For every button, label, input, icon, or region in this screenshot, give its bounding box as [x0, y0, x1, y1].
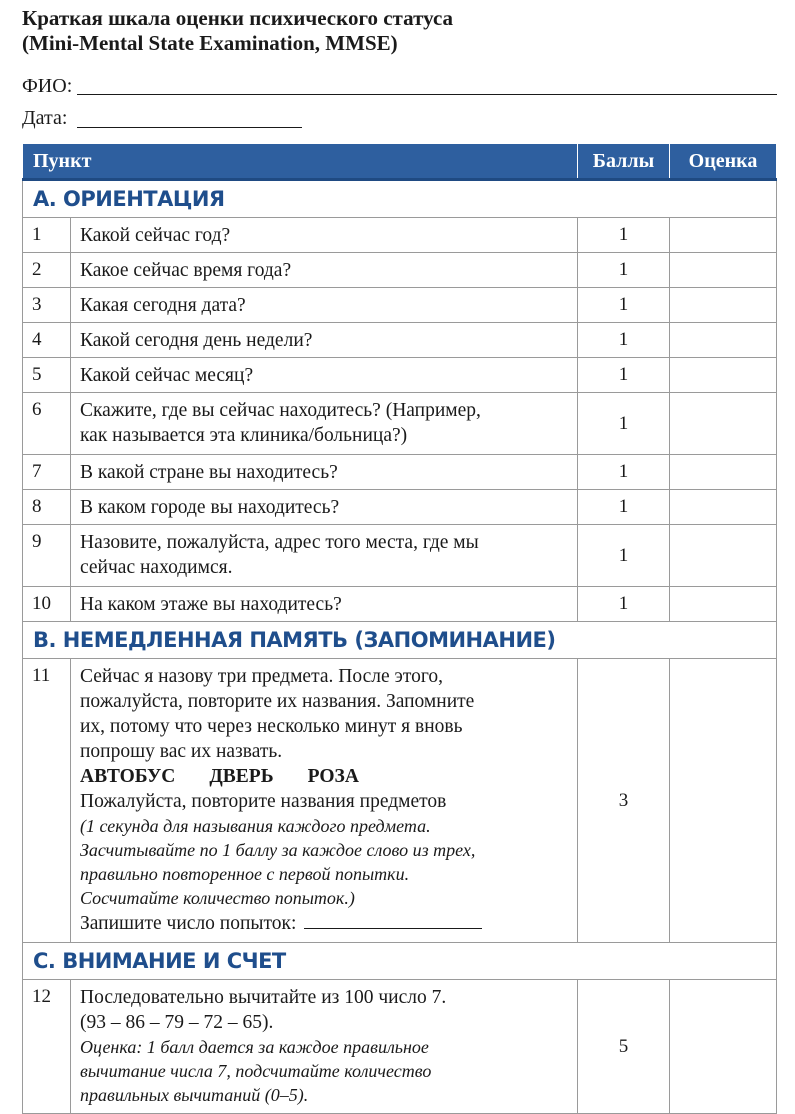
item-points: 1 — [578, 323, 670, 358]
question-line: попрошу вас их назвать. — [80, 741, 283, 762]
score-cell[interactable] — [670, 659, 777, 943]
question-line: пожалуйста, повторите их названия. Запомните — [80, 691, 475, 712]
item-number: 10 — [23, 587, 71, 622]
question-text — [71, 587, 578, 622]
question-line: сейчас находимся. — [80, 557, 233, 578]
score-cell[interactable] — [670, 218, 777, 253]
section-header-memory — [23, 622, 777, 659]
question-line: Какой сейчас месяц? — [80, 365, 254, 386]
question-line: Сейчас я назову три предмета. После этого, — [80, 666, 444, 687]
instruction-note: правильных вычитаний (0–5). — [80, 1085, 309, 1105]
item-points: 1 — [578, 587, 670, 622]
item-number: 1 — [23, 218, 71, 253]
instruction-note: Сосчитайте количество попыток.) — [80, 888, 355, 908]
score-cell[interactable] — [670, 393, 777, 455]
score-cell[interactable] — [670, 525, 777, 587]
attempts-input-line[interactable] — [304, 910, 482, 929]
document-title — [22, 6, 782, 56]
score-cell[interactable] — [670, 323, 777, 358]
instruction-note: правильно повторенное с первой попытки. — [80, 864, 410, 884]
score-cell[interactable] — [670, 980, 777, 1114]
question-line: как называется эта клиника/больница?) — [80, 425, 408, 446]
question-text — [71, 659, 578, 943]
score-cell[interactable] — [670, 490, 777, 525]
mmse-table — [22, 144, 777, 1114]
item-points: 3 — [578, 659, 670, 943]
instruction-note: вычитание числа 7, подсчитайте количество — [80, 1061, 432, 1081]
item-number: 2 — [23, 253, 71, 288]
item-points: 1 — [578, 393, 670, 455]
item-number: 11 — [23, 659, 71, 943]
repeat-instruction: Пожалуйста, повторите названия предметов — [80, 791, 447, 812]
instruction-note: Оценка: 1 балл дается за каждое правильное — [80, 1037, 429, 1057]
item-number: 6 — [23, 393, 71, 455]
fio-field — [22, 74, 72, 98]
score-cell[interactable] — [670, 253, 777, 288]
table-row — [23, 253, 777, 288]
fio-input-line[interactable] — [77, 94, 777, 95]
question-text — [71, 980, 578, 1114]
attempts-row — [80, 910, 567, 936]
question-line: Какой сейчас год? — [80, 225, 231, 246]
column-header-item: Пункт — [23, 144, 578, 180]
score-cell[interactable] — [670, 587, 777, 622]
item-points: 1 — [578, 288, 670, 323]
question-line: их, потому что через несколько минут я вновь — [80, 716, 463, 737]
item-number: 9 — [23, 525, 71, 587]
title-line-2: (Mini-Mental State Examination, MMSE) — [22, 31, 398, 55]
question-line: На каком этаже вы находитесь? — [80, 594, 342, 615]
question-text — [71, 288, 578, 323]
table-row — [23, 455, 777, 490]
date-input-line[interactable] — [77, 127, 302, 128]
question-text — [71, 490, 578, 525]
question-line: Последовательно вычитайте из 100 число 7. — [80, 987, 447, 1008]
memory-word: РОЗА — [307, 766, 359, 787]
instruction-note: (1 секунда для называния каждого предмета. — [80, 816, 431, 836]
question-line: В какой стране вы находитесь? — [80, 462, 338, 483]
question-line: Назовите, пожалуйста, адрес того места, где мы — [80, 532, 479, 553]
question-text — [71, 455, 578, 490]
title-line-1: Краткая шкала оценки психического статуса — [22, 6, 454, 30]
score-cell[interactable] — [670, 358, 777, 393]
question-line: Какое сейчас время года? — [80, 260, 292, 281]
item-number: 3 — [23, 288, 71, 323]
column-header-score: Оценка — [670, 144, 777, 180]
table-row — [23, 218, 777, 253]
section-title: А. ОРИЕНТАЦИЯ — [23, 180, 777, 218]
item-points: 1 — [578, 253, 670, 288]
memory-word: ДВЕРЬ — [209, 766, 274, 787]
item-points: 1 — [578, 490, 670, 525]
section-title: В. НЕМЕДЛЕННАЯ ПАМЯТЬ (ЗАПОМИНАНИЕ) — [23, 622, 777, 659]
table-row — [23, 393, 777, 455]
section-header-orientation — [23, 180, 777, 218]
table-row — [23, 323, 777, 358]
date-label: Дата: — [22, 107, 68, 129]
table-row — [23, 659, 777, 943]
item-points: 1 — [578, 218, 670, 253]
question-line: Скажите, где вы сейчас находитесь? (Например, — [80, 400, 481, 421]
item-points: 1 — [578, 358, 670, 393]
question-line: Какая сегодня дата? — [80, 295, 246, 316]
table-row — [23, 490, 777, 525]
section-header-attention — [23, 943, 777, 980]
date-field — [22, 106, 67, 130]
section-title: С. ВНИМАНИЕ И СЧЕТ — [23, 943, 777, 980]
item-number: 8 — [23, 490, 71, 525]
question-text — [71, 218, 578, 253]
question-text — [71, 253, 578, 288]
question-text — [71, 393, 578, 455]
table-row — [23, 358, 777, 393]
question-text — [71, 358, 578, 393]
question-line: (93 – 86 – 79 – 72 – 65). — [80, 1012, 274, 1033]
item-points: 1 — [578, 525, 670, 587]
table-row — [23, 980, 777, 1114]
item-number: 7 — [23, 455, 71, 490]
item-points: 5 — [578, 980, 670, 1114]
item-points: 1 — [578, 455, 670, 490]
score-cell[interactable] — [670, 455, 777, 490]
item-number: 4 — [23, 323, 71, 358]
item-number: 5 — [23, 358, 71, 393]
table-row — [23, 525, 777, 587]
memory-words — [80, 764, 567, 789]
memory-word: АВТОБУС — [80, 766, 176, 787]
question-line: Какой сегодня день недели? — [80, 330, 313, 351]
question-text — [71, 323, 578, 358]
item-number: 12 — [23, 980, 71, 1114]
instruction-note: Засчитывайте по 1 баллу за каждое слово из трех, — [80, 840, 476, 860]
fio-label: ФИО: — [22, 75, 73, 97]
table-header — [23, 144, 777, 180]
attempts-label: Запишите число попыток: — [80, 913, 297, 934]
column-header-points: Баллы — [578, 144, 670, 180]
question-text — [71, 525, 578, 587]
question-line: В каком городе вы находитесь? — [80, 497, 340, 518]
score-cell[interactable] — [670, 288, 777, 323]
table-row — [23, 288, 777, 323]
table-row — [23, 587, 777, 622]
